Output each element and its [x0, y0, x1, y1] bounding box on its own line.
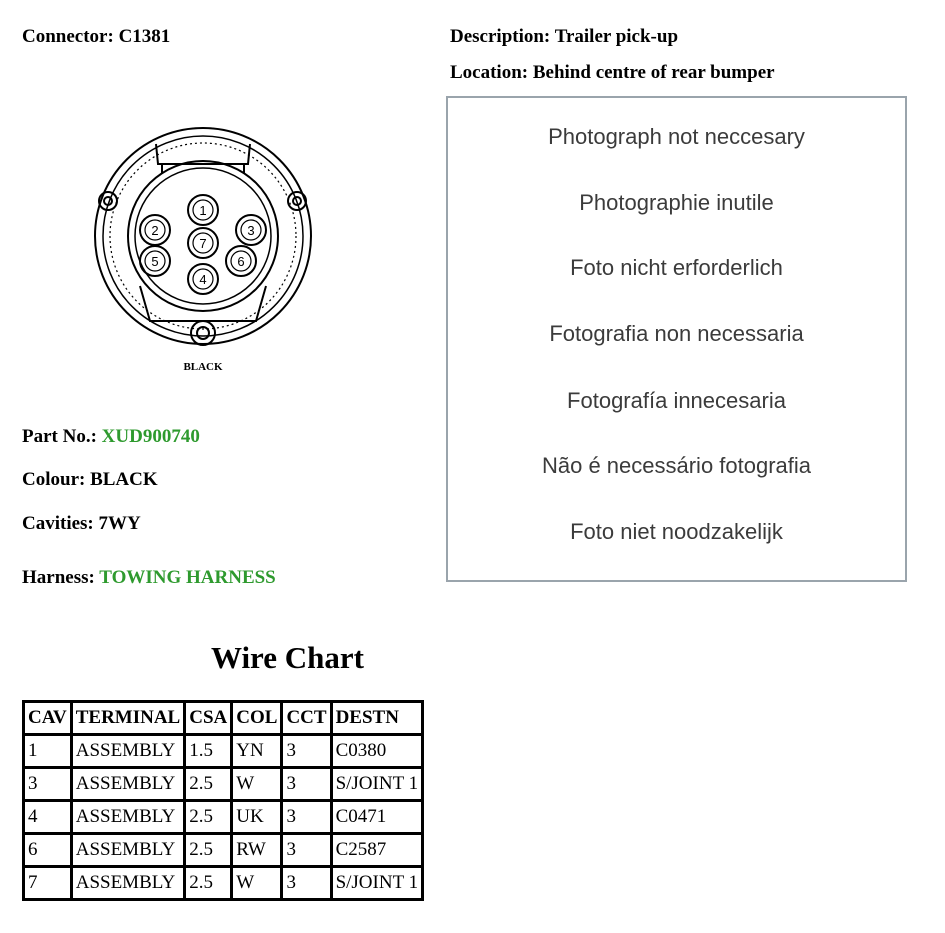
cell-cct: 3 — [282, 801, 331, 834]
cavity-2-number: 2 — [151, 223, 159, 238]
connector-face-drawing — [78, 126, 330, 376]
connector-value: C1381 — [118, 26, 171, 47]
cell-terminal: ASSEMBLY — [71, 867, 185, 900]
cell-destn: C2587 — [331, 834, 423, 867]
top-latch-sides — [162, 164, 244, 174]
wire-chart-header-row — [24, 702, 423, 735]
photo-note-it: Fotografia non necessaria — [549, 321, 804, 346]
colour-tag: BLACK — [183, 361, 223, 373]
location — [450, 62, 775, 84]
cell-col: UK — [232, 801, 282, 834]
cell-csa: 2.5 — [185, 834, 232, 867]
cell-cav: 1 — [24, 735, 72, 768]
cell-csa: 1.5 — [185, 735, 232, 768]
table-row — [24, 834, 423, 867]
cell-col: RW — [232, 834, 282, 867]
cell-csa: 2.5 — [185, 867, 232, 900]
cell-cav: 6 — [24, 834, 72, 867]
cavity-6-number: 6 — [237, 254, 245, 269]
cell-cav: 7 — [24, 867, 72, 900]
header-terminal: TERMINAL — [71, 702, 185, 735]
header-cct: CCT — [282, 702, 331, 735]
table-row — [24, 867, 423, 900]
cell-terminal: ASSEMBLY — [71, 735, 185, 768]
table-row — [24, 768, 423, 801]
table-row — [24, 801, 423, 834]
cell-cct: 3 — [282, 735, 331, 768]
connector-label: Connector: — [22, 26, 114, 47]
cell-destn: C0471 — [331, 801, 423, 834]
description-value: Trailer pick-up — [554, 26, 679, 47]
header-destn: DESTN — [331, 702, 423, 735]
photo-note-pt: Não é necessário fotografia — [541, 453, 812, 478]
cavities — [22, 513, 141, 535]
cell-terminal: ASSEMBLY — [71, 768, 185, 801]
photo-note-nl: Foto niet noodzakelijk — [570, 519, 783, 544]
harness — [22, 567, 276, 589]
wire-chart-table — [22, 700, 424, 901]
cavity-4-number: 4 — [199, 272, 207, 287]
location-value: Behind centre of rear bumper — [532, 62, 775, 83]
cavity-7-number: 7 — [199, 236, 207, 251]
colour-label: Colour: — [22, 469, 86, 490]
cell-col: W — [232, 768, 282, 801]
cell-destn: S/JOINT 1 — [331, 768, 423, 801]
connector-id — [22, 26, 170, 48]
part-number-label: Part No.: — [22, 426, 97, 447]
cavity-1-number: 1 — [199, 203, 207, 218]
photo-placeholder-box — [446, 96, 907, 582]
cell-cct: 3 — [282, 834, 331, 867]
photo-note-en: Photograph not neccesary — [548, 124, 805, 149]
location-label: Location: — [450, 62, 529, 83]
bottom-hole — [191, 321, 215, 345]
header-csa: CSA — [185, 702, 232, 735]
part-number-value[interactable]: XUD900740 — [101, 426, 200, 447]
cell-col: YN — [232, 735, 282, 768]
cell-destn: S/JOINT 1 — [331, 867, 423, 900]
cavity-3-number: 3 — [247, 223, 255, 238]
photo-note-fr: Photographie inutile — [579, 190, 774, 215]
wire-chart-title: Wire Chart — [211, 640, 364, 675]
colour — [22, 469, 158, 491]
photo-note-de: Foto nicht erforderlich — [570, 255, 783, 280]
harness-value[interactable]: TOWING HARNESS — [99, 567, 276, 588]
cavity-group — [140, 195, 266, 294]
colour-value: BLACK — [90, 469, 158, 490]
header-cav: CAV — [24, 702, 72, 735]
cell-csa: 2.5 — [185, 768, 232, 801]
harness-label: Harness: — [22, 567, 95, 588]
header-col: COL — [232, 702, 282, 735]
cavities-value: 7WY — [98, 513, 141, 534]
cell-cav: 3 — [24, 768, 72, 801]
part-number — [22, 426, 200, 448]
cell-csa: 2.5 — [185, 801, 232, 834]
photo-note-es: Fotografía innecesaria — [567, 388, 786, 413]
description-label: Description: — [450, 26, 551, 47]
table-row — [24, 735, 423, 768]
description — [450, 26, 678, 48]
cell-terminal: ASSEMBLY — [71, 834, 185, 867]
cell-destn: C0380 — [331, 735, 423, 768]
cell-cct: 3 — [282, 768, 331, 801]
cell-terminal: ASSEMBLY — [71, 801, 185, 834]
cell-cav: 4 — [24, 801, 72, 834]
cavity-5-number: 5 — [151, 254, 159, 269]
cavities-label: Cavities: — [22, 513, 94, 534]
cell-col: W — [232, 867, 282, 900]
cell-cct: 3 — [282, 867, 331, 900]
